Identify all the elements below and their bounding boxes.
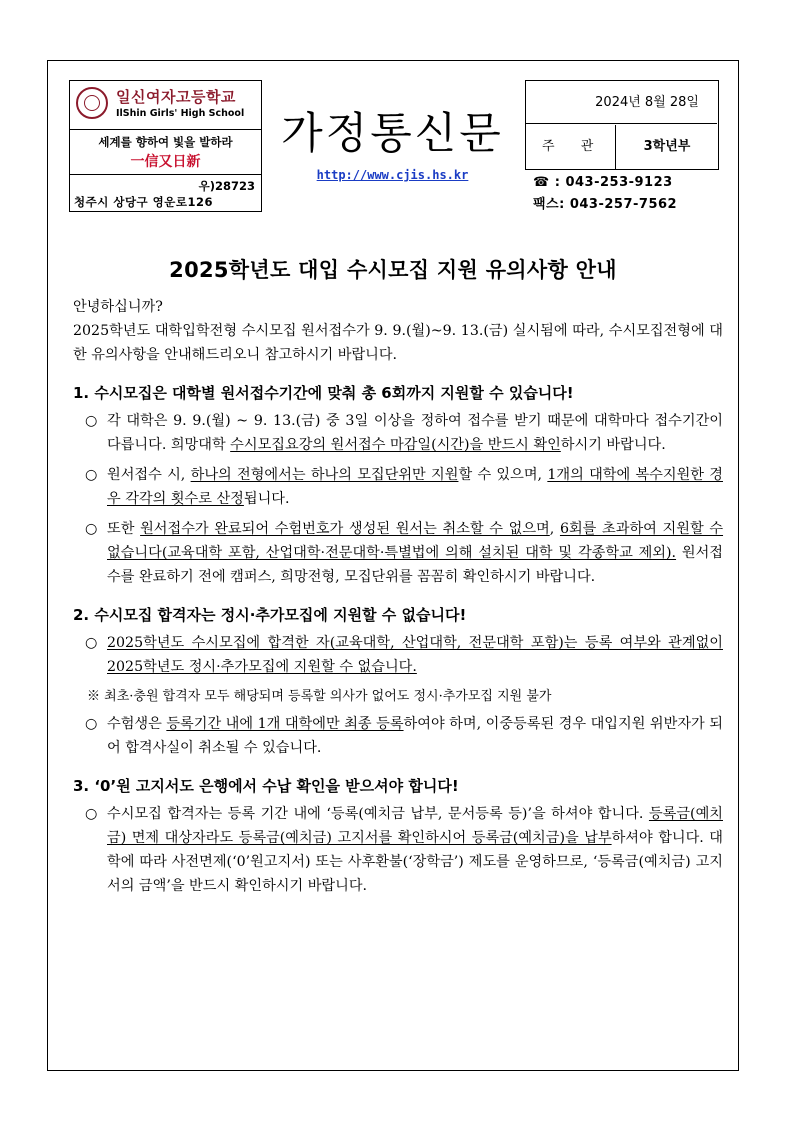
address-row — [70, 174, 261, 211]
letterhead — [69, 80, 719, 212]
list-item — [73, 802, 723, 898]
intro-paragraph: 2025학년도 대학입학전형 수시모집 원서접수가 9. 9.(월)~9. 13.(금) 실시됨에 따라, 수시모집전형에 대한 유의사항을 안내해드리오니 참고하시기 바랍니다. — [73, 323, 723, 363]
school-url-link[interactable]: http://www.cjis.hs.kr — [316, 168, 469, 182]
list-item — [73, 517, 723, 589]
motto-row — [70, 129, 261, 175]
text: 하셔야 합니다. 대학에 따라 사전면제(‘0’원고지서) 또는 사후환불(‘장학금’) 제도를 운영하므로, ‘등록금(예치금) 고지서의 금액’을 반드시 확인하시기 바랍니다. — [107, 830, 723, 894]
school-name: 일신여자고등학교 — [116, 88, 236, 106]
meta-block — [525, 80, 719, 212]
bullet: ○ — [85, 716, 98, 732]
underlined-text: 등록금(예치금) 면제 대상자라도 등록금(예치금) 고지서를 확인하시어 등록금(예치금)을 납부 — [107, 806, 723, 846]
bullet: ○ — [85, 806, 98, 822]
text: 할 수 있으며, — [458, 467, 548, 483]
newsletter-title: 가정통신문 — [281, 109, 504, 159]
underlined-text: 1개의 대학에 복수지원한 경우 각각의 횟수로 산정 — [107, 467, 723, 507]
document-title: 2025학년도 대입 수시모집 지원 유의사항 안내 — [169, 258, 617, 282]
supervisor-label: 주 관 — [526, 125, 616, 169]
document-body — [73, 295, 723, 904]
text: 또한 — [107, 521, 141, 537]
motto-line1: 세계를 향하여 빛을 발하라 — [98, 135, 233, 149]
underlined-text: 6회를 초과하여 지원할 수 없습니다(교육대학 포함, 산업대학·전문대학·특별법에 의해 설치된 대학 및 각종학교 제외). — [107, 521, 724, 561]
text: 하시기 바랍니다. — [560, 437, 666, 453]
text: 원서접수를 완료하기 전에 캠퍼스, 희망전형, 모집단위를 꼼꼼히 확인하시기 바랍니다. — [107, 545, 723, 585]
underlined-text: 등록기간 내에 1개 대학에만 최종 등록 — [166, 716, 404, 732]
list-item — [73, 409, 723, 457]
phone-number: ☎ : 043-253-9123 — [533, 175, 673, 190]
underlined-text: 하나의 전형에서는 하나의 모집단위만 지원 — [190, 467, 459, 483]
section-heading: 2. 수시모집 합격자는 정시·추가모집에 지원할 수 없습니다! — [73, 606, 467, 624]
text: 수시모집 합격자는 등록 기간 내에 ‘등록(예치금 납부, 문서등록 등)’을 하셔야 합니다. — [107, 806, 649, 822]
school-name-row — [70, 81, 261, 130]
text: 각 대학은 9. 9.(월) ~ 9. 13.(금) 중 3일 이상을 정하여 접수를 받기 때문에 대학마다 접수기간이 다릅니다. 희망대학 — [107, 413, 723, 453]
underlined-text: 원서접수가 완료되어 수험번호가 생성된 원서는 취소할 수 없으며 — [140, 521, 550, 537]
underlined-text: 수시모집요강의 원서접수 마감일(시간)을 반드시 확인 — [230, 437, 561, 453]
section-heading: 1. 수시모집은 대학별 원서접수기간에 맞춰 총 6회까지 지원할 수 있습니다! — [73, 384, 574, 402]
greeting: 안녕하십니까? — [73, 299, 163, 315]
bullet: ○ — [85, 467, 98, 483]
note: ※ 최초·충원 합격자 모두 해당되며 등록할 의사가 없어도 정시·추가모집 지원 불가 — [87, 689, 552, 704]
issue-date: 2024년 8월 28일 — [526, 81, 717, 124]
text: , — [549, 521, 560, 537]
list-item — [73, 463, 723, 511]
bullet: ○ — [85, 413, 98, 429]
address: 청주시 상당구 영운로126 — [74, 195, 213, 209]
list-item — [73, 712, 723, 760]
fax-number: 팩스: 043-257-7562 — [533, 197, 678, 212]
underlined-text: 2025학년도 수시모집에 합격한 자(교육대학, 산업대학, 전문대학 포함)는 등록 여부와 관계없이 2025학년도 정시·추가모집에 지원할 수 없습니다. — [107, 635, 723, 675]
school-emblem-icon — [76, 87, 108, 119]
school-name-en: IlShin Girls' High School — [116, 108, 245, 119]
motto-line2: 一信又日新 — [130, 154, 201, 170]
section-heading: 3. ‘0’원 고지서도 은행에서 수납 확인을 받으셔야 합니다! — [73, 777, 459, 795]
school-info-box — [69, 80, 262, 212]
text: 원서접수 시, — [107, 467, 191, 483]
text: 수험생은 — [107, 716, 167, 732]
bullet: ○ — [85, 635, 98, 651]
bullet: ○ — [85, 521, 98, 537]
list-item — [73, 631, 723, 679]
text: 됩니다. — [243, 491, 290, 507]
zip-code: 우)28723 — [198, 179, 255, 193]
title-block — [262, 80, 523, 212]
meta-box — [525, 80, 719, 170]
text: 하여야 하며, 이중등록된 경우 대입지원 위반자가 되어 합격사실이 취소될 수 있습니다. — [107, 716, 723, 756]
department: 3학년부 — [643, 139, 691, 154]
